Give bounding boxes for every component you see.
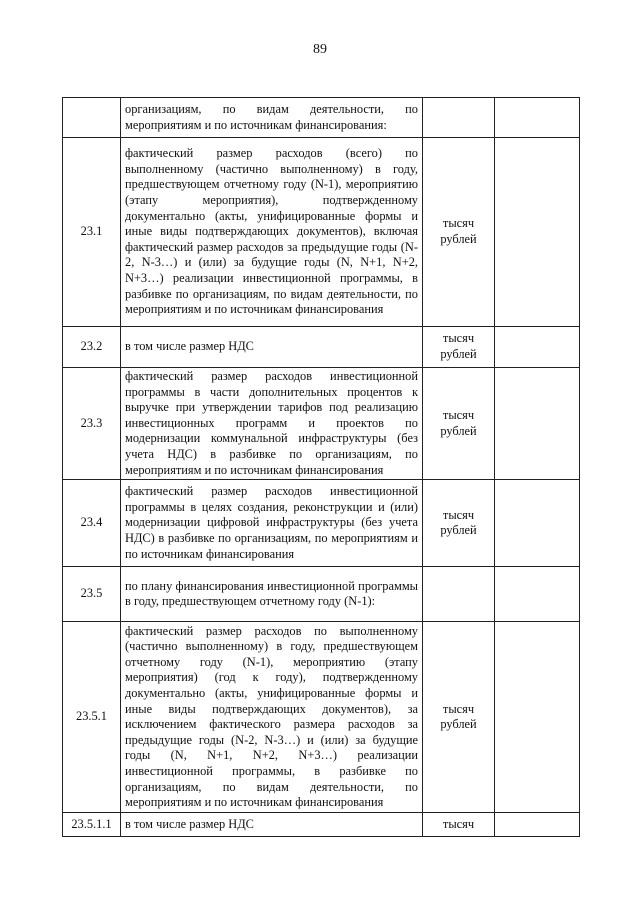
table-row [63, 98, 580, 138]
row-unit-cell [423, 98, 495, 138]
table-row [63, 327, 580, 368]
table-body [63, 98, 580, 837]
row-number-cell: 23.2 [63, 327, 121, 368]
row-description-cell: фактический размер расходов инвестиционной программы в целях создания, реконструкции и (или) модернизации цифровой инфраструктуры (без учета НДС) в разбивке по организациям, по мероприятиям и по источникам финансирования [121, 480, 423, 567]
row-description-cell: организациям, по видам деятельности, по мероприятиям и по источникам финансирования: [121, 98, 423, 138]
row-unit-cell: тысяч рублей [423, 480, 495, 567]
table-row [63, 480, 580, 567]
requirements-table [62, 97, 580, 837]
table-row [63, 368, 580, 480]
row-number-cell: 23.5 [63, 567, 121, 622]
table-row [63, 567, 580, 622]
row-description-cell: в том числе размер НДС [121, 813, 423, 837]
row-unit-cell: тысяч рублей [423, 622, 495, 813]
row-empty-cell [495, 813, 580, 837]
row-empty-cell [495, 368, 580, 480]
table-row [63, 813, 580, 837]
row-unit-cell: тысяч рублей [423, 327, 495, 368]
row-empty-cell [495, 622, 580, 813]
row-empty-cell [495, 567, 580, 622]
row-empty-cell [495, 138, 580, 327]
row-description-cell: по плану финансирования инвестиционной программы в году, предшествующем отчетному году (N-1): [121, 567, 423, 622]
row-number-cell: 23.4 [63, 480, 121, 567]
row-number-cell: 23.1 [63, 138, 121, 327]
row-unit-cell: тысяч [423, 813, 495, 837]
row-description-cell: в том числе размер НДС [121, 327, 423, 368]
row-unit-cell: тысяч рублей [423, 368, 495, 480]
row-description-cell: фактический размер расходов по выполненному (частично выполненному) в году, предшествующем отчетному году (N-1), мероприятию (этапу мероприятия) (год к году), подтвержденному документально (акты, унифицированные формы и иные виды подтверждающих документов), за исключением фактического размера расходов за предыдущие годы (N-2, N-3…) и (или) за будущие годы (N, N+1, N+2, N+3…) реализации инвестиционной программы, в разбивке по организациям, по видам деятельности, по мероприятиям и по источникам финансирования [121, 622, 423, 813]
table-row [63, 622, 580, 813]
row-empty-cell [495, 480, 580, 567]
row-number-cell: 23.5.1.1 [63, 813, 121, 837]
row-description-cell: фактический размер расходов (всего) по выполненному (частично выполненному) в году, предшествующем отчетному году (N-1), мероприятию (этапу мероприятия), подтвержденному документально (акты, унифицированные формы и иные виды подтверждающих документов), включая фактический размер расходов за предыдущие годы (N-2, N-3…) и (или) за будущие годы (N, N+1, N+2, N+3…) реализации инвестиционной программы, в разбивке по организациям, по видам деятельности, по мероприятиям и по источникам финансирования [121, 138, 423, 327]
row-unit-cell [423, 567, 495, 622]
row-empty-cell [495, 327, 580, 368]
row-number-cell: 23.3 [63, 368, 121, 480]
row-empty-cell [495, 98, 580, 138]
row-number-cell [63, 98, 121, 138]
row-number-cell: 23.5.1 [63, 622, 121, 813]
page-number: 89 [313, 42, 327, 57]
row-unit-cell: тысяч рублей [423, 138, 495, 327]
table-row [63, 138, 580, 327]
row-description-cell: фактический размер расходов инвестиционной программы в части дополнительных процентов к выручке при утверждении тарифов под реализацию инвестиционных программ и проектов по модернизации коммунальной инфраструктуры (без учета НДС) в разбивке по организациям, по мероприятиям и по источникам финансирования [121, 368, 423, 480]
page-bottom-edge [62, 893, 579, 903]
